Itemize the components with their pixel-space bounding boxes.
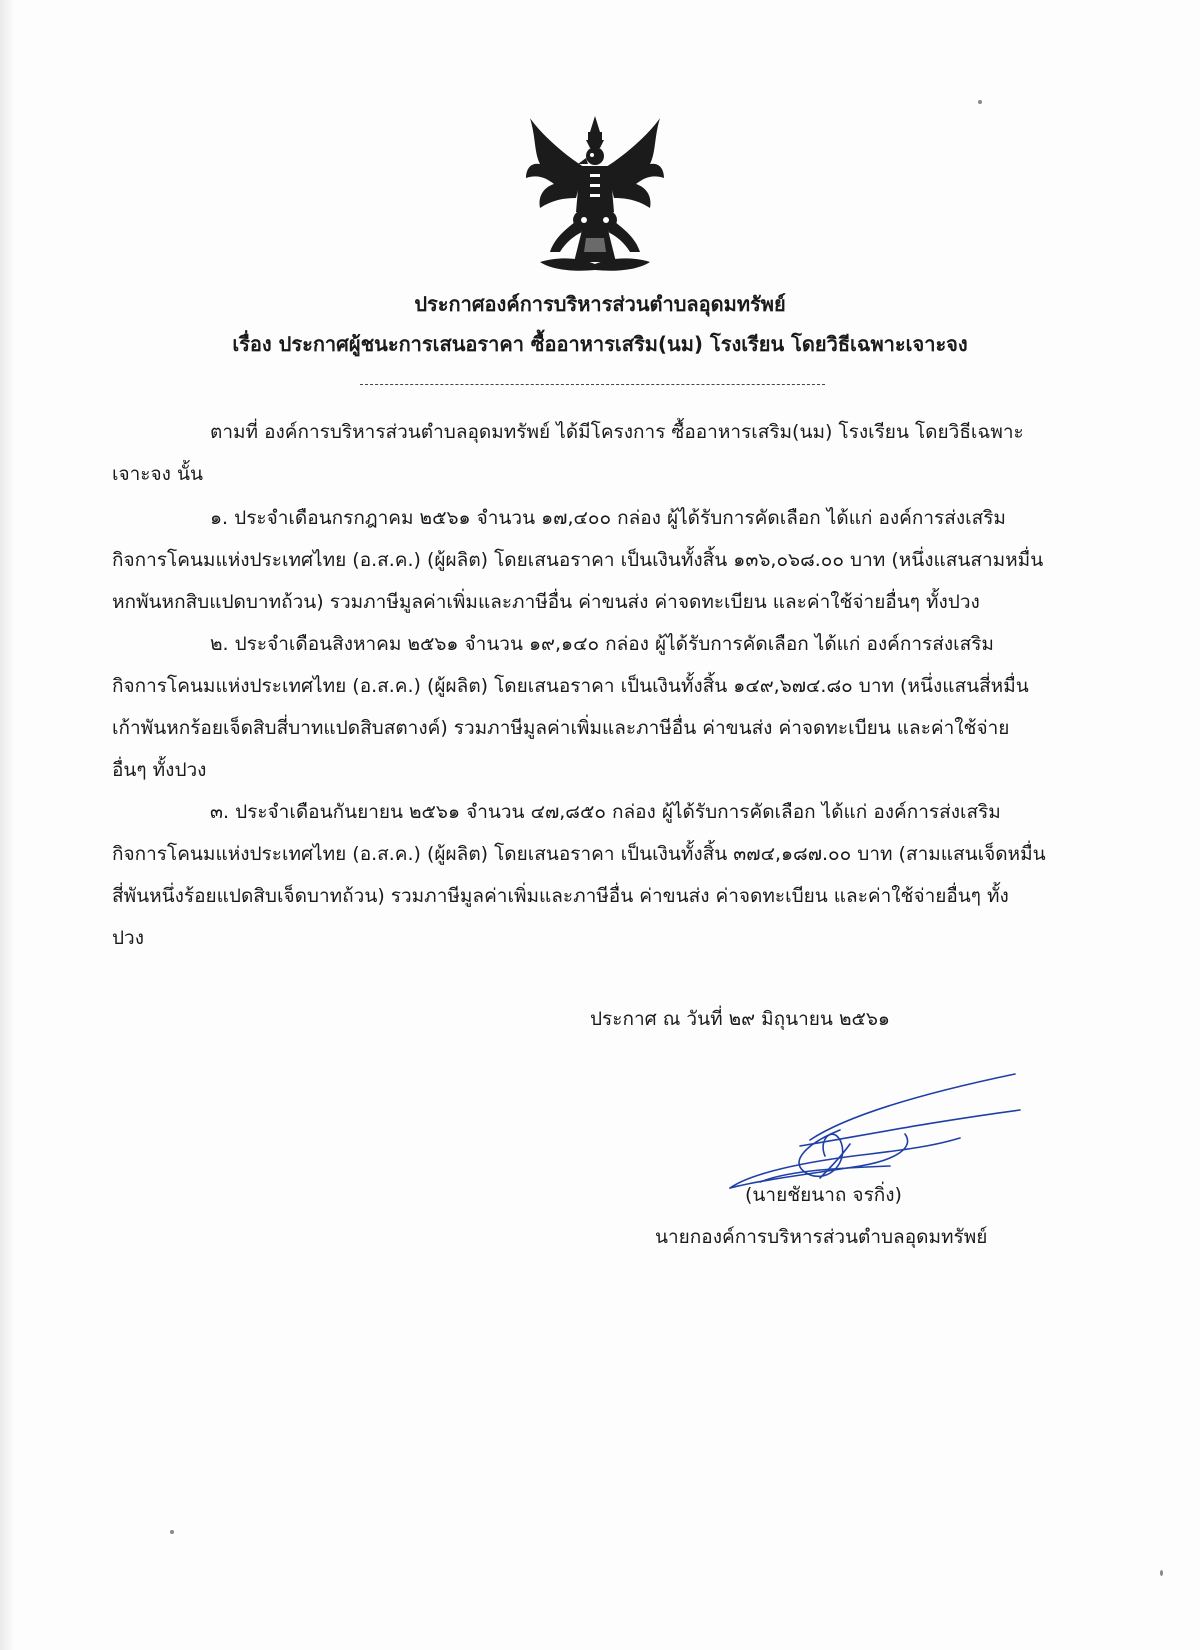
signer-name: (นายชัยนาถ จรกิ่ง)	[745, 1184, 902, 1206]
announcement-subject: เรื่อง ประกาศผู้ชนะการเสนอราคา ซื้ออาหารเสริม(นม) โรงเรียน โดยวิธีเฉพาะเจาะจง	[232, 332, 968, 356]
item-2-line: เก้าพันหกร้อยเจ็ดสิบสี่บาทแปดสิบสตางค์) รวมภาษีมูลค่าเพิ่มและภาษีอื่น ค่าขนส่ง ค่าจดทะเบียน และค่าใช้จ่าย	[112, 717, 1010, 739]
announcement-date: ประกาศ ณ วันที่ ๒๙ มิถุนายน ๒๕๖๑	[590, 1008, 890, 1030]
intro-line: ตามที่ องค์การบริหารส่วนตำบลอุดมทรัพย์ ได้มีโครงการ ซื้ออาหารเสริม(นม) โรงเรียน โดยวิธีเฉพาะ	[210, 421, 1024, 443]
item-3-line: ปวง	[112, 927, 145, 949]
intro-line: เจาะจง นั้น	[112, 463, 203, 485]
garuda-emblem-icon	[520, 112, 670, 277]
item-3-line: ๓. ประจำเดือนกันยายน ๒๕๖๑ จำนวน ๔๗,๘๕๐ กล่อง ผู้ได้รับการคัดเลือก ได้แก่ องค์การส่งเสริม	[210, 801, 1001, 823]
scan-speck	[170, 1530, 174, 1534]
item-3-line: สี่พันหนึ่งร้อยแปดสิบเจ็ดบาทถ้วน) รวมภาษีมูลค่าเพิ่มและภาษีอื่น ค่าขนส่ง ค่าจดทะเบียน และค่าใช้จ่ายอื่นๆ ทั้ง	[112, 885, 1009, 907]
item-2-line: ๒. ประจำเดือนสิงหาคม ๒๕๖๑ จำนวน ๑๙,๑๔๐ กล่อง ผู้ได้รับการคัดเลือก ได้แก่ องค์การส่งเสริม	[210, 633, 994, 655]
item-3-line: กิจการโคนมแห่งประเทศไทย (อ.ส.ค.) (ผู้ผลิต) โดยเสนอราคา เป็นเงินทั้งสิ้น ๓๗๔,๑๘๗.๐๐ บาท (สามแสนเจ็ดหมื่น	[112, 843, 1046, 865]
scan-speck	[1160, 1570, 1163, 1576]
item-2-line: อื่นๆ ทั้งปวง	[112, 759, 207, 781]
item-1-line: กิจการโคนมแห่งประเทศไทย (อ.ส.ค.) (ผู้ผลิต) โดยเสนอราคา เป็นเงินทั้งสิ้น ๑๓๖,๐๖๘.๐๐ บาท (หนึ่งแสนสามหมื่น	[112, 549, 1044, 571]
scan-edge-shadow	[0, 0, 14, 1650]
signer-title: นายกองค์การบริหารส่วนตำบลอุดมทรัพย์	[655, 1226, 988, 1248]
title-divider	[360, 384, 825, 385]
scan-speck	[978, 100, 982, 104]
item-1-line: ๑. ประจำเดือนกรกฎาคม ๒๕๖๑ จำนวน ๑๗,๔๐๐ กล่อง ผู้ได้รับการคัดเลือก ได้แก่ องค์การส่งเสริม	[210, 507, 1006, 529]
item-1-line: หกพันหกสิบแปดบาทถ้วน) รวมภาษีมูลค่าเพิ่มและภาษีอื่น ค่าขนส่ง ค่าจดทะเบียน และค่าใช้จ่ายอื่นๆ ทั้งปวง	[112, 591, 980, 613]
item-2-line: กิจการโคนมแห่งประเทศไทย (อ.ส.ค.) (ผู้ผลิต) โดยเสนอราคา เป็นเงินทั้งสิ้น ๑๔๙,๖๗๔.๘๐ บาท (หนึ่งแสนสี่หมื่น	[112, 675, 1029, 697]
announcement-title: ประกาศองค์การบริหารส่วนตำบลอุดมทรัพย์	[414, 292, 786, 316]
